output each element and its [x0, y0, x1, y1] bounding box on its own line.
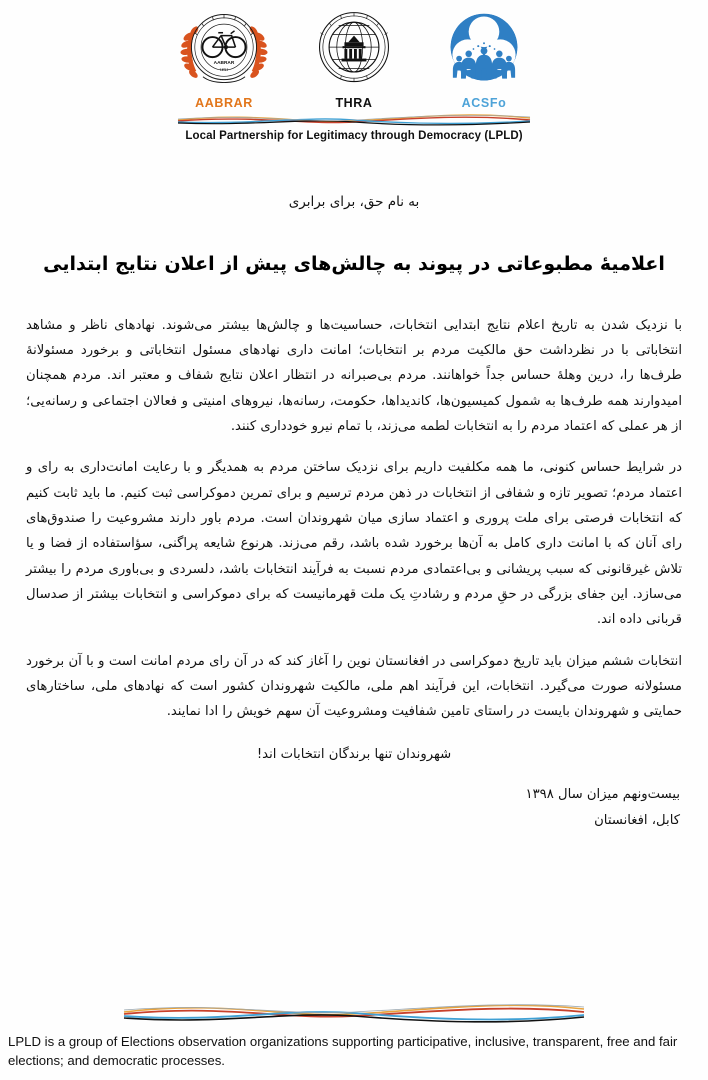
signoff-location: کابل، افغانستان	[594, 813, 680, 829]
svg-text:AABRAR: AABRAR	[213, 60, 235, 66]
logo-acsfo	[428, 4, 540, 110]
footer-description: LPLD is a group of Elections observation organizations supporting participative, inclusive, transparent, free and fair elections; and democratic processes.	[8, 1033, 678, 1068]
signoff-block	[26, 782, 682, 835]
logo-caption-aabrar: AABRAR	[195, 96, 253, 110]
invocation-line: به نام حق، برای برابری	[288, 194, 420, 210]
aabrar-emblem-icon	[176, 4, 272, 94]
logo-bar	[0, 0, 708, 110]
closing-slogan: شهروندان تنها برندگان انتخابات اند!	[256, 746, 452, 762]
logo-caption-acsfo: ACSFo	[461, 96, 507, 110]
logo-aabrar	[168, 4, 280, 110]
header-wave-divider	[0, 111, 708, 127]
page-title: اعلامیۀ مطبوعاتی در پیوند به چالش‌های پیش از اعلان نتایج ابتدایی	[43, 253, 665, 275]
body-paragraph-2: در شرایط حساس کنونی، ما همه مکلفیت داریم برای نزدیک ساختن مردم به همدیگر و با رعایت امانت‌داری به رای و اعتماد مردم؛ تصویر تازه و شفافی از انتخابات در ذهن مردم ترسیم و برای تمرین دموکراسی ثبت کنیم. ما باید ثابت کنیم که انتخابات فرصتی برای ملت پروری و اعتماد سازی میان شهروندان است. مردم باور دارند مشروعیت را صندوق‌های رای آنان که با امانت داری کامل به آن‌ها برخورد شده باشد، رقم می‌زند. هرنوع شایعه پراگنی، سؤاستفاده از فضا و یا تلاش غیرقانونی که سبب پریشانی و بی‌اعتمادی مردم نسبت به فرآیند انتخابات باشد، دلسردی و بی‌باوری مردم را بیشتر می‌سازد. این جفای بزرگی در حقِ مردم و رشادتِ یک ملت قهرمانیست که برای دموکراسی و انتخابات بیشتر از صدسال قربانی داده اند.	[26, 460, 682, 628]
logo-thra	[298, 4, 410, 110]
body-paragraph-1: با نزدیک شدن به تاریخ اعلام نتایج ابتدایی انتخابات، حساسیت‌ها و چالش‌ها بیشتر می‌شوند. نهادهای ناظر و مشاهد انتخاباتی با در نظرداشت حق مالکیت مردم بر انتخابات؛ امانت داری نهادهای مسئول انتخاباتی و برخورد مسئولانۀ طرف‌ها را، درین وهلۀ حساس جداً خواهانند. مردم بی‌صبرانه در انتظار اعلان نتایج شفاف و معتبر اند. مردم همچنان امیدوارند همه طرف‌ها به شمول کمیسیون‌ها، کاندیداها، حکومت، رسانه‌ها، نیروهای امنیتی و فعالان اجتماعی و رسانه‌یی؛ از هر عملی که اعتماد مردم را به انتخابات لطمه می‌زند، با تمام نیرو خودداری کنند.	[26, 317, 682, 434]
logo-caption-thra: THRA	[335, 96, 373, 110]
footer-wave-divider	[0, 998, 708, 1028]
thra-emblem-icon	[306, 4, 402, 94]
acsfo-emblem-icon	[436, 4, 532, 94]
document-body	[0, 194, 708, 834]
lpld-tagline: Local Partnership for Legitimacy through Democracy (LPLD)	[185, 130, 523, 142]
signoff-date: بیست‌ونهم میزان سال ۱۳۹۸	[525, 786, 680, 802]
svg-text:۱۳۷۱: ۱۳۷۱	[219, 68, 229, 74]
body-paragraph-3: انتخابات ششم میزان باید تاریخ دموکراسی در افغانستان نوین را آغاز کند که در آن رای مردم امانت است و با آن برخورد مسئولانه صورت می‌گیرد. انتخابات، این فرآیند اهم ملی، مالکیت شهروندان کشور است که نهادهای ملی، ساختارهای حمایتی و شهروندان بایست در راستای تامین شفافیت ومشروعیت آن سهم خویش را ادا نمایند.	[26, 653, 682, 720]
page-footer	[0, 998, 708, 1080]
